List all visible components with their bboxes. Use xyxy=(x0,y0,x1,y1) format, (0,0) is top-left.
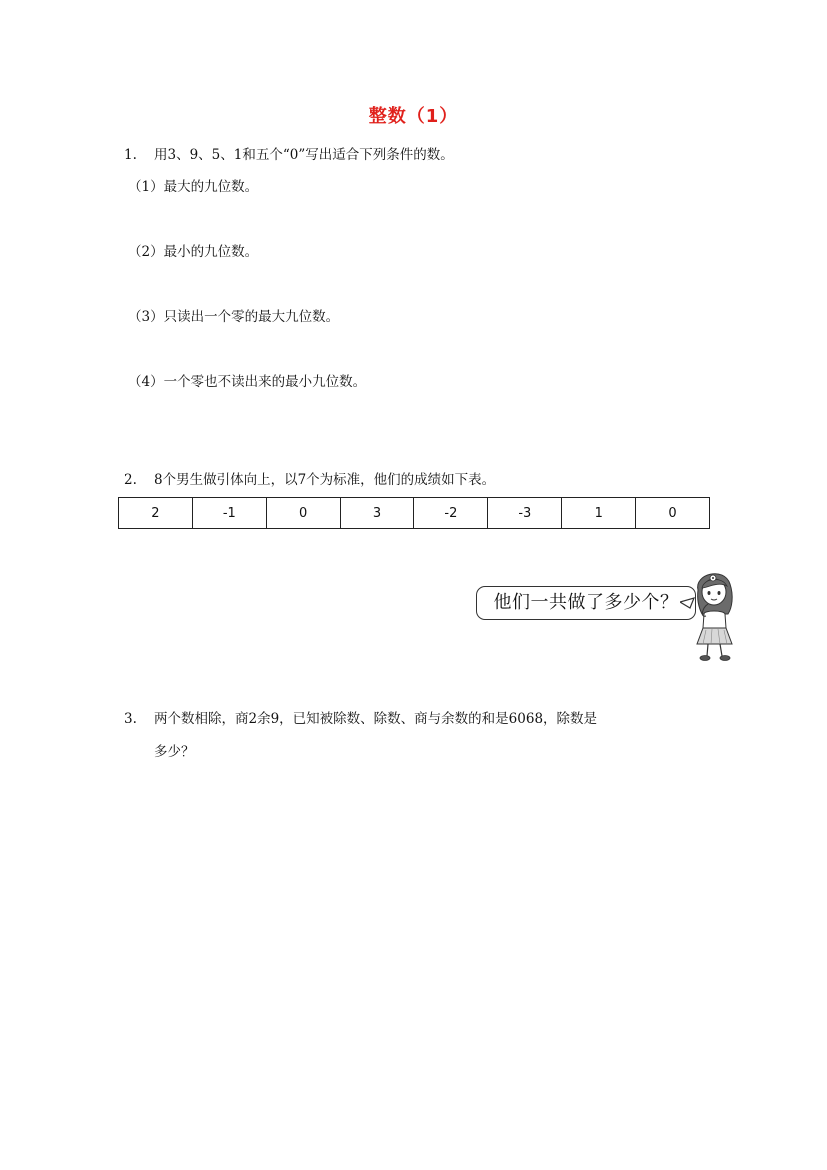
girl-thinking-icon xyxy=(680,568,742,664)
table-row xyxy=(119,498,710,529)
score-cell: -2 xyxy=(414,498,488,529)
score-cell: 1 xyxy=(562,498,636,529)
question-1-part-4: （4）一个零也不读出来的最小九位数。 xyxy=(128,374,367,390)
question-2 xyxy=(124,471,495,489)
question-3-prompt-line-2: 多少？ xyxy=(154,744,195,760)
question-1-prompt: 用3、9、5、1和五个“0”写出适合下列条件的数。 xyxy=(154,147,454,163)
score-table xyxy=(118,497,710,529)
speech-bubble: 他们一共做了多少个？ xyxy=(476,586,696,620)
score-cell: -3 xyxy=(488,498,562,529)
question-1-number: 1. xyxy=(124,147,137,163)
page-title: 整数（1） xyxy=(368,106,459,127)
question-3 xyxy=(124,710,597,728)
score-cell: -1 xyxy=(192,498,266,529)
question-1-part-2: （2）最小的九位数。 xyxy=(128,244,259,260)
question-1 xyxy=(124,146,454,164)
score-cell: 2 xyxy=(119,498,193,529)
question-3-number: 3. xyxy=(124,711,137,727)
score-cell: 0 xyxy=(636,498,710,529)
score-cell: 3 xyxy=(340,498,414,529)
question-1-part-3: （3）只读出一个零的最大九位数。 xyxy=(128,309,340,325)
question-3-prompt-line-1: 两个数相除，商2余9，已知被除数、除数、商与余数的和是6068，除数是 xyxy=(154,711,598,727)
score-cell: 0 xyxy=(266,498,340,529)
speech-illustration xyxy=(474,568,744,668)
question-2-number: 2. xyxy=(124,472,137,488)
question-1-part-1: （1）最大的九位数。 xyxy=(128,179,259,195)
question-2-prompt: 8个男生做引体向上，以7个为标准，他们的成绩如下表。 xyxy=(154,472,496,488)
